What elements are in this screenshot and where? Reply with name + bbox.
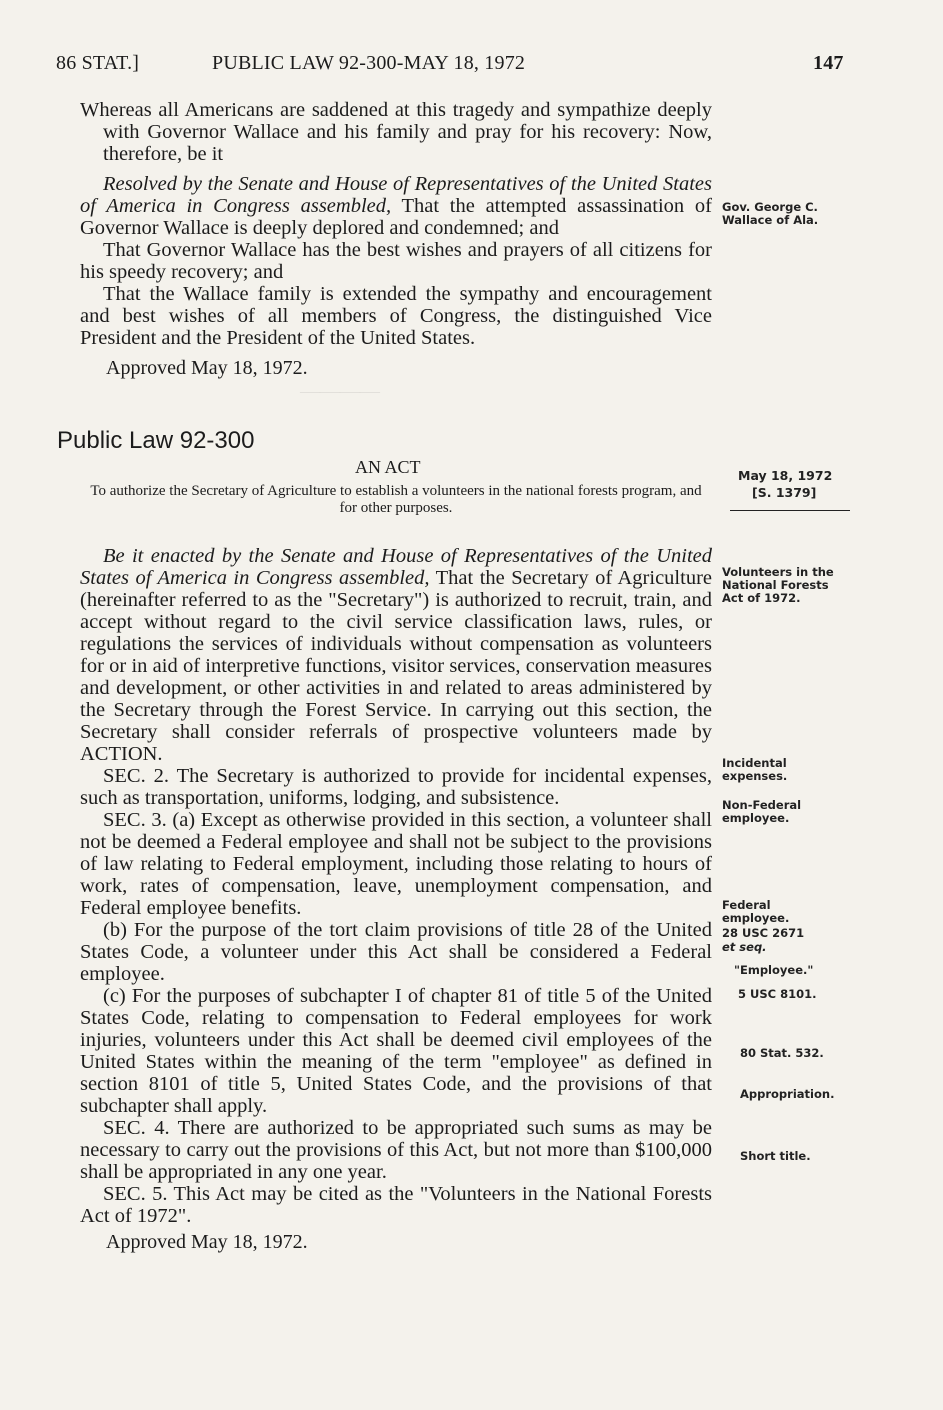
section-4: SEC. 4. There are authorized to be appropriated such sums as may be necessary to carry out the provisions of this Act, but not more than $100,000 shall be appropriated in any one year. bbox=[80, 1117, 712, 1183]
margin-note-volunteers: Volunteers in the National Forests Act of 1972. bbox=[722, 565, 834, 605]
resolved-clause: Resolved by the Senate and House of Representatives of the United States of America in Congress assembled, bbox=[80, 173, 712, 217]
margin-note-incidental: Incidental expenses. bbox=[722, 756, 788, 783]
margin-note-usc5: 5 USC 8101. bbox=[738, 987, 817, 1001]
page-number: 147 bbox=[813, 52, 844, 74]
section-1 bbox=[80, 545, 712, 765]
section-2: SEC. 2. The Secretary is authorized to provide for incidental expenses, such as transportation, uniforms, lodging, and subsistence. bbox=[80, 765, 712, 809]
resolved-paragraph bbox=[80, 173, 712, 239]
bleed-through-text: ―――― bbox=[300, 380, 380, 402]
section-1-body: That the Secretary of Agriculture (hereinafter referred to as the "Secretary") is authorized to recruit, train, and accept without regard to the civil service classification laws, rules, or regulations the services of individuals without compensation as volunteers for or in aid of interpretive functions, visitor services, conservation measures and development, or other activities in and related to areas administered by the Secretary through the Forest Service. In carrying out this section, the Secretary shall consider referrals of prospective volunteers made by ACTION. bbox=[80, 567, 712, 765]
margin-rule bbox=[730, 510, 850, 511]
enacting-clause: Be it enacted by the Senate and House of Representatives of the United States of America in Congress assembled, bbox=[80, 545, 712, 589]
an-act-heading: AN ACT bbox=[355, 457, 421, 477]
margin-note-etseq: et seq. bbox=[722, 940, 767, 954]
margin-note-usc28: 28 USC 2671 bbox=[722, 926, 805, 940]
margin-note-employee: "Employee." bbox=[734, 963, 814, 977]
margin-note-federal: Federal employee. bbox=[722, 898, 790, 925]
running-head-stat: 86 STAT.] bbox=[56, 52, 140, 74]
act-purpose: To authorize the Secretary of Agriculture to establish a volunteers in the national forests program, and for other purposes. bbox=[90, 483, 702, 516]
running-head-title: PUBLIC LAW 92-300-MAY 18, 1972 bbox=[212, 52, 526, 74]
margin-note-short-title: Short title. bbox=[740, 1149, 811, 1163]
margin-note-appropriation: Appropriation. bbox=[740, 1087, 835, 1101]
section-3a: SEC. 3. (a) Except as otherwise provided in this section, a volunteer shall not be deemed a Federal employee and shall not be subject to the provisions of law relating to Federal employment, including those relating to hours of work, rates of compensation, leave, unemployment compensation, and Federal employee benefits. bbox=[80, 809, 712, 919]
act-text bbox=[80, 545, 712, 1253]
margin-note-date: May 18, 1972 bbox=[738, 468, 833, 483]
margin-note-stat: 80 Stat. 532. bbox=[740, 1046, 824, 1060]
sympathy-paragraph: That the Wallace family is extended the sympathy and encouragement and best wishes of all members of Congress, the distinguished Vice President and the President of the United States. bbox=[80, 283, 712, 349]
margin-note-gov: Gov. George C. Wallace of Ala. bbox=[722, 200, 819, 227]
margin-note-bill: [S. 1379] bbox=[752, 485, 817, 500]
margin-note-nonfederal: Non-Federal employee. bbox=[722, 798, 802, 825]
resolution-approved: Approved May 18, 1972. bbox=[106, 357, 308, 379]
section-3b: (b) For the purpose of the tort claim provisions of title 28 of the United States Code, a volunteer under this Act shall be considered a Federal employee. bbox=[80, 919, 712, 985]
act-approved: Approved May 18, 1972. bbox=[106, 1231, 308, 1253]
section-5: SEC. 5. This Act may be cited as the "Volunteers in the National Forests Act of 1972". bbox=[80, 1183, 712, 1227]
wishes-paragraph: That Governor Wallace has the best wishes and prayers of all citizens for his speedy recovery; and bbox=[80, 239, 712, 283]
section-3c: (c) For the purposes of subchapter I of chapter 81 of title 5 of the United States Code, relating to compensation to Federal employees for work injuries, volunteers under this Act shall be deemed civil employees of the United States within the meaning of the term "employee" as defined in section 8101 of title 5, United States Code, and the provisions of that subchapter shall apply. bbox=[80, 985, 712, 1117]
whereas-paragraph: Whereas all Americans are saddened at this tragedy and sympathize deeply with Governor Wallace and his family and pray for his recovery: Now, therefore, be it bbox=[80, 99, 712, 165]
resolved-body: That the attempted assassination of Governor Wallace is deeply deplored and condemned; and bbox=[80, 195, 712, 239]
resolution-text bbox=[80, 99, 712, 379]
public-law-title: Public Law 92-300 bbox=[57, 427, 255, 454]
